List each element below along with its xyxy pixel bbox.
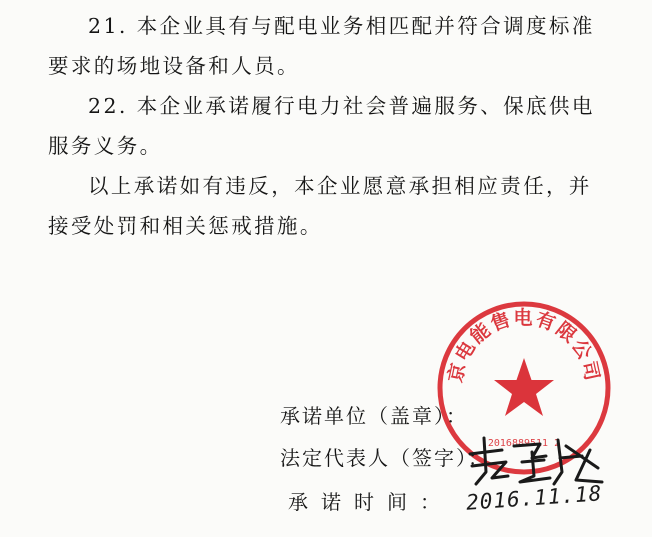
seal-company-name: 京电能售电有限公司 (444, 307, 604, 385)
clause-21: 21. 本企业具有与配电业务相匹配并符合调度标准要求的场地设备和人员。 (48, 14, 595, 78)
unit-label: 承诺单位（盖章）： (280, 404, 468, 428)
handwritten-date: 2016.11.18 (465, 481, 604, 515)
closing-statement: 以上承诺如有违反，本企业愿意承担相应责任，并接受处罚和相关惩戒措施。 (48, 174, 592, 238)
date-label: 承诺时间： (288, 490, 453, 514)
seal-star-icon (494, 358, 554, 416)
representative-label: 法定代表人（签字）： (280, 446, 490, 470)
clause-22: 22. 本企业承诺履行电力社会普遍服务、保底供电服务义务。 (48, 94, 595, 158)
seal-serial: 2016889511 2 (487, 438, 561, 449)
